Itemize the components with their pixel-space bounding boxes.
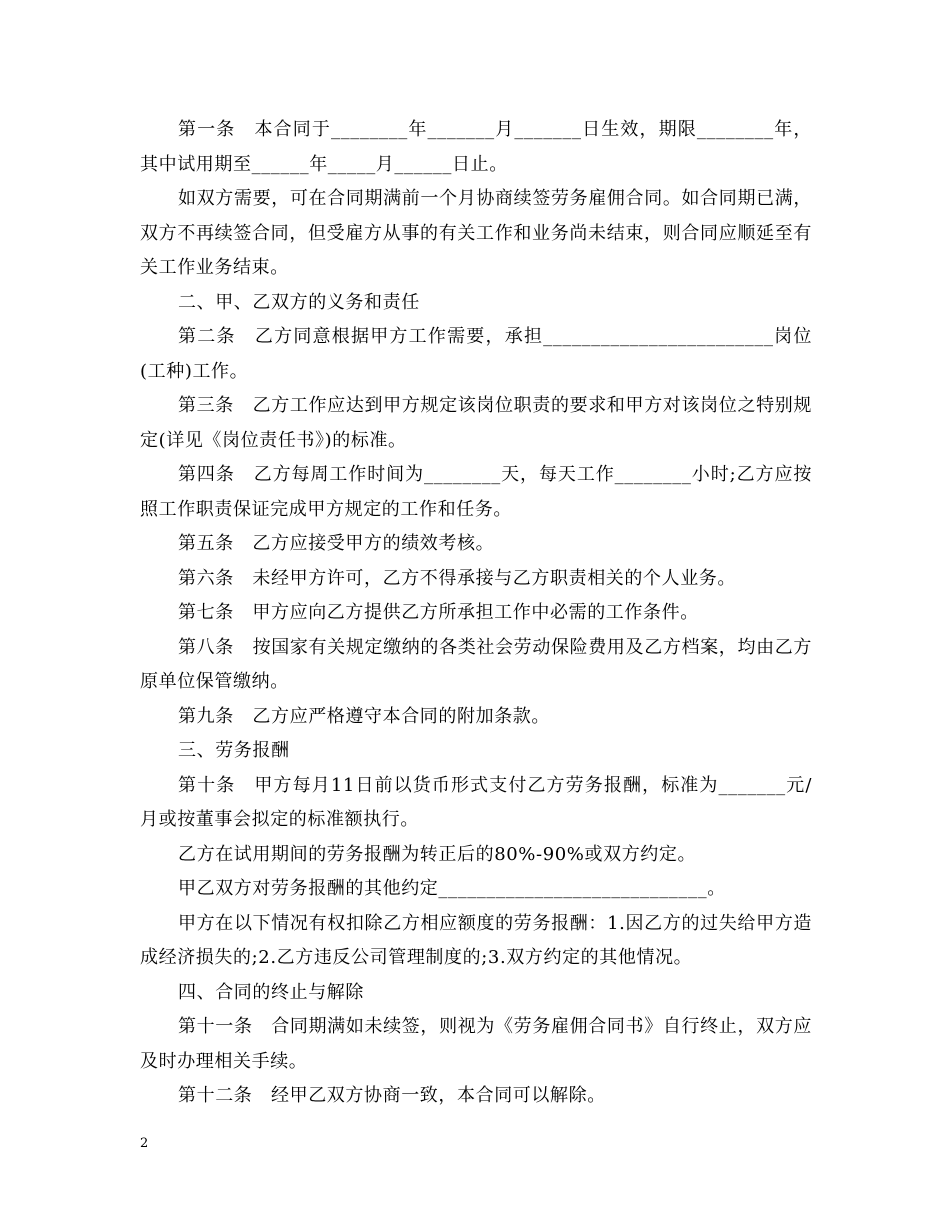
- article-1-effective-period: 第一条 本合同于________年_______月_______日生效，期限________年，其中试用期至______年_____月______日止。: [140, 119, 812, 175]
- article-3-standards: 第三条 乙方工作应达到甲方规定该岗位职责的要求和甲方对该岗位之特别规定(详见《岗位责任书》)的标准。: [140, 395, 812, 451]
- other-pay-agreement: 甲乙双方对劳务报酬的其他约定____________________________。: [178, 878, 726, 899]
- article-11-expiry: 第十一条 合同期满如未续签，则视为《劳务雇佣合同书》自行终止，双方应及时办理相关手续。: [140, 1016, 812, 1072]
- article-5-assessment: 第五条 乙方应接受甲方的绩效考核。: [178, 533, 495, 554]
- section-heading-obligations: 二、甲、乙双方的义务和责任: [178, 291, 420, 313]
- article-2-position: 第二条 乙方同意根据甲方工作需要，承担________________________岗位(工种)工作。: [140, 326, 812, 382]
- contract-body: [140, 113, 812, 1114]
- pay-deduction-clause: 甲方在以下情况有权扣除乙方相应额度的劳务报酬：1.因乙方的过失给甲方造成经济损失的;2.乙方违反公司管理制度的;3.双方约定的其他情况。: [140, 912, 812, 968]
- article-8-insurance: 第八条 按国家有关规定缴纳的各类社会劳动保险费用及乙方档案，均由乙方原单位保管缴纳。: [140, 636, 812, 692]
- article-10-payment: 第十条 甲方每月11日前以货币形式支付乙方劳务报酬，标准为_______元/月或按董事会拟定的标准额执行。: [140, 774, 812, 830]
- article-12-mutual-termination: 第十二条 经甲乙双方协商一致，本合同可以解除。: [178, 1085, 606, 1106]
- probation-pay: 乙方在试用期间的劳务报酬为转正后的80%-90%或双方约定。: [178, 843, 697, 865]
- article-7-working-conditions: 第七条 甲方应向乙方提供乙方所承担工作中必需的工作条件。: [178, 602, 699, 623]
- article-9-additional-terms: 第九条 乙方应严格遵守本合同的附加条款。: [178, 705, 550, 727]
- article-4-working-hours: 第四条 乙方每周工作时间为________天，每天工作________小时;乙方应按照工作职责保证完成甲方规定的工作和任务。: [140, 464, 812, 520]
- section-heading-remuneration: 三、劳务报酬: [178, 740, 290, 761]
- article-6-outside-work: 第六条 未经甲方许可，乙方不得承接与乙方职责相关的个人业务。: [178, 567, 736, 589]
- page-number: 2: [140, 1136, 149, 1151]
- section-heading-termination: 四、合同的终止与解除: [178, 981, 364, 1003]
- renewal-clause: 如双方需要，可在合同期满前一个月协商续签劳务雇佣合同。如合同期已满，双方不再续签合同，但受雇方从事的有关工作和业务尚未结束，则合同应顺延至有关工作业务结束。: [140, 188, 812, 278]
